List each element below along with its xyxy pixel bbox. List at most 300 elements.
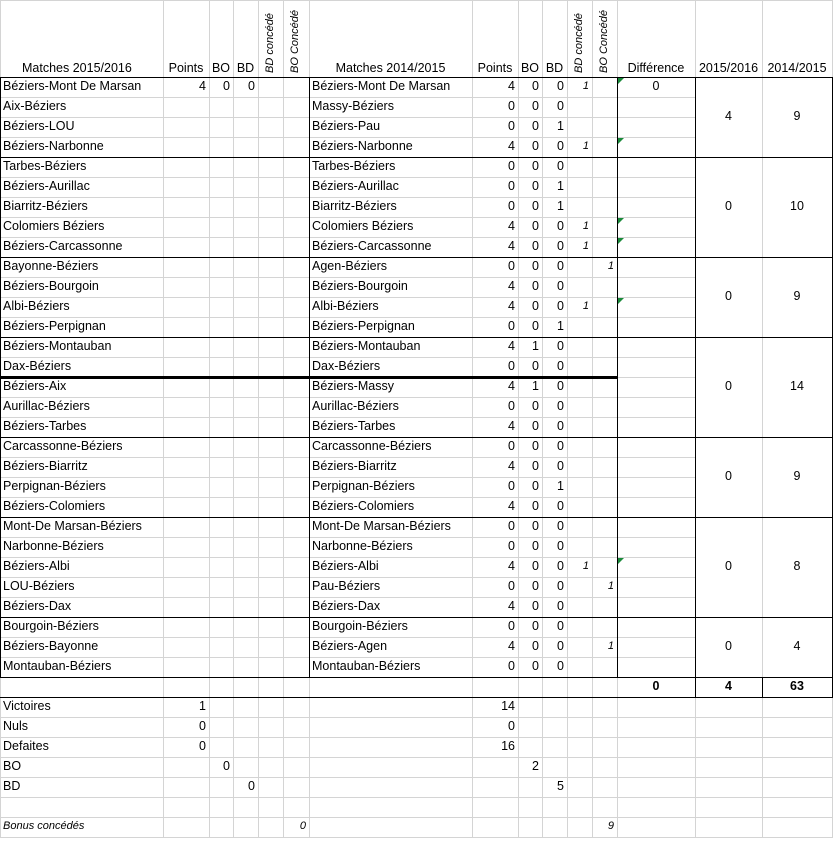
- cell-bd15[interactable]: [233, 157, 258, 177]
- cell-bd15[interactable]: [233, 217, 258, 237]
- cell-bo15[interactable]: [209, 577, 233, 597]
- cell-bo15[interactable]: [209, 217, 233, 237]
- cell-bdc14[interactable]: 1: [582, 220, 589, 232]
- cell-bd14[interactable]: 0: [557, 559, 564, 573]
- cell-bdc14[interactable]: [567, 97, 592, 117]
- cell-bd15[interactable]: [233, 557, 258, 577]
- cell-bd14[interactable]: 0: [557, 399, 564, 413]
- cell-bd15[interactable]: 0: [248, 79, 255, 93]
- cell-m14[interactable]: Colomiers Béziers: [312, 219, 414, 233]
- cell-bo14[interactable]: 0: [532, 79, 539, 93]
- cell-bd14[interactable]: 0: [557, 499, 564, 513]
- cell-bd14[interactable]: 0: [557, 539, 564, 553]
- cell-m14[interactable]: Dax-Béziers: [312, 359, 381, 373]
- cell-m14[interactable]: Narbonne-Béziers: [312, 539, 413, 553]
- cell-bo14[interactable]: 0: [532, 399, 539, 413]
- cell-m14[interactable]: Béziers-Colomiers: [312, 499, 415, 513]
- cell-boc14[interactable]: [592, 397, 617, 417]
- cell-p14[interactable]: 0: [508, 99, 515, 113]
- summary-label-bonus[interactable]: Bonus concédés: [3, 820, 85, 832]
- cell-bd14[interactable]: 0: [557, 439, 564, 453]
- cell-boc14[interactable]: [592, 597, 617, 617]
- cell-bd14[interactable]: 0: [557, 599, 564, 613]
- cell-boc14[interactable]: [592, 437, 617, 457]
- cell-bo14[interactable]: 0: [532, 519, 539, 533]
- cell-m14[interactable]: Carcassonne-Béziers: [312, 439, 432, 453]
- group-value-2014[interactable]: 9: [793, 109, 801, 123]
- cell-bd15[interactable]: [233, 497, 258, 517]
- cell-bdc14[interactable]: [567, 517, 592, 537]
- cell-bo15[interactable]: [209, 297, 233, 317]
- cell-boc14[interactable]: [592, 357, 617, 377]
- cell-p15[interactable]: [163, 177, 209, 197]
- header-bo-2014[interactable]: BO: [520, 61, 540, 75]
- cell-m15[interactable]: Béziers-Narbonne: [3, 139, 104, 153]
- cell-bd14[interactable]: 0: [557, 379, 564, 393]
- group-value-2014[interactable]: 14: [790, 379, 804, 393]
- cell-p15[interactable]: [163, 497, 209, 517]
- cell-bdc14[interactable]: [567, 417, 592, 437]
- cell-m15[interactable]: Bayonne-Béziers: [3, 259, 99, 273]
- cell-bdc14[interactable]: 1: [582, 80, 589, 92]
- cell-p15[interactable]: [163, 637, 209, 657]
- cell-boc14[interactable]: [592, 237, 617, 257]
- cell-p14[interactable]: 0: [508, 439, 515, 453]
- header-matches-2014[interactable]: Matches 2014/2015: [335, 61, 446, 75]
- cell-bd15[interactable]: [233, 457, 258, 477]
- cell-bdc14[interactable]: [567, 637, 592, 657]
- summary-label-bd[interactable]: BD: [3, 779, 21, 793]
- group-value-2015[interactable]: 0: [725, 559, 732, 573]
- cell-m15[interactable]: Mont-De Marsan-Béziers: [3, 519, 142, 533]
- cell-bo14[interactable]: 0: [532, 479, 539, 493]
- cell-bd14[interactable]: 0: [557, 219, 564, 233]
- cell-bd14[interactable]: 0: [557, 659, 564, 673]
- cell-boc14[interactable]: 1: [607, 260, 614, 272]
- cell-boc14[interactable]: [592, 117, 617, 137]
- cell-boc14[interactable]: [592, 557, 617, 577]
- summary-2015-bo[interactable]: 0: [223, 759, 230, 773]
- cell-bdc14[interactable]: [567, 437, 592, 457]
- header-bd-concede-2015[interactable]: BD concédé: [264, 13, 276, 73]
- cell-bdc14[interactable]: [567, 657, 592, 677]
- cell-boc14[interactable]: [592, 417, 617, 437]
- cell-p14[interactable]: 4: [508, 79, 515, 93]
- header-difference[interactable]: Différence: [627, 61, 685, 75]
- cell-p14[interactable]: 0: [508, 579, 515, 593]
- summary-label-bo[interactable]: BO: [3, 759, 22, 773]
- cell-m15[interactable]: Béziers-Colomiers: [3, 499, 106, 513]
- cell-bo14[interactable]: 0: [532, 179, 539, 193]
- cell-bdc14[interactable]: [567, 397, 592, 417]
- header-bo-concede-2015[interactable]: BO Concédé: [289, 10, 301, 73]
- cell-bd15[interactable]: [233, 97, 258, 117]
- cell-p15[interactable]: [163, 217, 209, 237]
- cell-bo15[interactable]: [209, 257, 233, 277]
- cell-bdc14[interactable]: [567, 537, 592, 557]
- cell-bd15[interactable]: [233, 177, 258, 197]
- cell-m15[interactable]: Béziers-Dax: [3, 599, 72, 613]
- cell-bo14[interactable]: 0: [532, 539, 539, 553]
- cell-bd14[interactable]: 0: [557, 519, 564, 533]
- cell-bd14[interactable]: 0: [557, 299, 564, 313]
- cell-boc14[interactable]: [592, 657, 617, 677]
- comment-indicator-icon[interactable]: [618, 78, 624, 84]
- cell-boc14[interactable]: [592, 457, 617, 477]
- cell-bo14[interactable]: 0: [532, 259, 539, 273]
- cell-boc14[interactable]: [592, 77, 617, 97]
- cell-p15[interactable]: [163, 457, 209, 477]
- cell-bd15[interactable]: [233, 357, 258, 377]
- group-value-2014[interactable]: 9: [793, 469, 801, 483]
- summary-2014-defaites[interactable]: 16: [501, 739, 515, 753]
- summary-2014-bonus[interactable]: 9: [607, 820, 614, 832]
- cell-bo14[interactable]: 0: [532, 639, 539, 653]
- cell-bd15[interactable]: [233, 297, 258, 317]
- cell-bo15[interactable]: [209, 557, 233, 577]
- cell-bdc14[interactable]: [567, 617, 592, 637]
- group-value-2014[interactable]: 9: [793, 289, 801, 303]
- summary-2015-bd[interactable]: 0: [248, 779, 255, 793]
- cell-p14[interactable]: 0: [508, 199, 515, 213]
- cell-boc14[interactable]: [592, 277, 617, 297]
- cell-bdc14[interactable]: [567, 377, 592, 397]
- cell-bd14[interactable]: 0: [557, 239, 564, 253]
- summary-2015-bonus[interactable]: 0: [299, 820, 306, 832]
- cell-p15[interactable]: [163, 377, 209, 397]
- summary-2014-nuls[interactable]: 0: [508, 719, 515, 733]
- cell-p14[interactable]: 4: [508, 139, 515, 153]
- cell-bd14[interactable]: 0: [557, 459, 564, 473]
- cell-bdc14[interactable]: [567, 117, 592, 137]
- cell-boc14[interactable]: [592, 497, 617, 517]
- cell-bd15[interactable]: [233, 337, 258, 357]
- cell-m15[interactable]: Béziers-Carcassonne: [3, 239, 123, 253]
- cell-bo14[interactable]: 0: [532, 459, 539, 473]
- cell-bo14[interactable]: 0: [532, 499, 539, 513]
- cell-p15[interactable]: [163, 297, 209, 317]
- cell-bdc14[interactable]: [567, 277, 592, 297]
- cell-bd14[interactable]: 0: [557, 99, 564, 113]
- cell-m14[interactable]: Tarbes-Béziers: [312, 159, 396, 173]
- cell-bo14[interactable]: 0: [532, 119, 539, 133]
- cell-p14[interactable]: 4: [508, 639, 515, 653]
- header-bd-2015[interactable]: BD: [236, 61, 255, 75]
- cell-bo14[interactable]: 0: [532, 139, 539, 153]
- cell-bo14[interactable]: 0: [532, 579, 539, 593]
- cell-m14[interactable]: Béziers-Massy: [312, 379, 394, 393]
- cell-bo14[interactable]: 0: [532, 219, 539, 233]
- cell-bo15[interactable]: [209, 157, 233, 177]
- cell-bd15[interactable]: [233, 637, 258, 657]
- cell-bo14[interactable]: 0: [532, 619, 539, 633]
- cell-p14[interactable]: 0: [508, 539, 515, 553]
- cell-bd14[interactable]: 0: [557, 79, 564, 93]
- cell-m15[interactable]: Perpignan-Béziers: [3, 479, 106, 493]
- cell-bd15[interactable]: [233, 237, 258, 257]
- cell-bd14[interactable]: 0: [557, 619, 564, 633]
- cell-p15[interactable]: [163, 197, 209, 217]
- cell-m15[interactable]: Béziers-Albi: [3, 559, 70, 573]
- cell-p15[interactable]: [163, 517, 209, 537]
- cell-bdc14[interactable]: [567, 597, 592, 617]
- cell-p14[interactable]: 4: [508, 559, 515, 573]
- cell-bd14[interactable]: 0: [557, 419, 564, 433]
- header-bo-concede-2014[interactable]: BO Concédé: [598, 10, 610, 73]
- cell-p15[interactable]: [163, 657, 209, 677]
- cell-bd14[interactable]: 0: [557, 279, 564, 293]
- header-season-2014[interactable]: 2014/2015: [767, 61, 827, 75]
- cell-p15[interactable]: [163, 337, 209, 357]
- cell-p15[interactable]: [163, 617, 209, 637]
- cell-bd14[interactable]: 1: [557, 479, 564, 493]
- cell-bdc14[interactable]: [567, 577, 592, 597]
- cell-p14[interactable]: 0: [508, 519, 515, 533]
- cell-bo14[interactable]: 0: [532, 279, 539, 293]
- cell-bo15[interactable]: [209, 657, 233, 677]
- cell-bdc14[interactable]: [567, 497, 592, 517]
- group-value-2014[interactable]: 4: [793, 639, 801, 653]
- cell-m15[interactable]: Narbonne-Béziers: [3, 539, 104, 553]
- cell-boc14[interactable]: [592, 157, 617, 177]
- cell-boc14[interactable]: [592, 477, 617, 497]
- cell-p14[interactable]: 4: [508, 599, 515, 613]
- cell-bo15[interactable]: [209, 597, 233, 617]
- cell-p15[interactable]: [163, 597, 209, 617]
- comment-indicator-icon[interactable]: [618, 558, 624, 564]
- group-value-2014[interactable]: 8: [793, 559, 801, 573]
- cell-bo15[interactable]: [209, 337, 233, 357]
- summary-label-victoires[interactable]: Victoires: [3, 699, 51, 713]
- group-value-2015[interactable]: 0: [725, 639, 732, 653]
- comment-indicator-icon[interactable]: [618, 138, 624, 144]
- cell-bd14[interactable]: 0: [557, 159, 564, 173]
- cell-m15[interactable]: Béziers-Bayonne: [3, 639, 99, 653]
- cell-bo15[interactable]: [209, 117, 233, 137]
- cell-m14[interactable]: Bourgoin-Béziers: [312, 619, 408, 633]
- cell-bd15[interactable]: [233, 397, 258, 417]
- cell-bo15[interactable]: [209, 357, 233, 377]
- cell-p14[interactable]: 0: [508, 179, 515, 193]
- cell-boc14[interactable]: [592, 217, 617, 237]
- cell-bd14[interactable]: 0: [557, 139, 564, 153]
- cell-boc14[interactable]: [592, 97, 617, 117]
- cell-bo15[interactable]: [209, 317, 233, 337]
- cell-bo15[interactable]: [209, 637, 233, 657]
- cell-bo15[interactable]: [209, 477, 233, 497]
- group-value-2014[interactable]: 10: [790, 199, 804, 213]
- cell-boc14[interactable]: [592, 317, 617, 337]
- cell-bo14[interactable]: 0: [532, 419, 539, 433]
- cell-m15[interactable]: Biarritz-Béziers: [3, 199, 88, 213]
- cell-bd15[interactable]: [233, 477, 258, 497]
- cell-bd15[interactable]: [233, 117, 258, 137]
- summary-2015-nuls[interactable]: 0: [199, 719, 206, 733]
- cell-bo15[interactable]: [209, 237, 233, 257]
- cell-p15[interactable]: [163, 417, 209, 437]
- cell-bdc14[interactable]: [567, 357, 592, 377]
- header-points-2014[interactable]: Points: [477, 61, 513, 75]
- cell-p14[interactable]: 0: [508, 359, 515, 373]
- cell-bo15[interactable]: [209, 617, 233, 637]
- cell-bdc14[interactable]: [567, 317, 592, 337]
- total-difference[interactable]: 0: [652, 679, 660, 693]
- cell-boc14[interactable]: [592, 337, 617, 357]
- cell-bo14[interactable]: 0: [532, 159, 539, 173]
- cell-m15[interactable]: LOU-Béziers: [3, 579, 75, 593]
- group-value-2015[interactable]: 4: [725, 109, 732, 123]
- cell-bo14[interactable]: 0: [532, 239, 539, 253]
- cell-m15[interactable]: Montauban-Béziers: [3, 659, 112, 673]
- cell-bo14[interactable]: 0: [532, 599, 539, 613]
- cell-p14[interactable]: 0: [508, 119, 515, 133]
- cell-bo15[interactable]: [209, 517, 233, 537]
- cell-bd15[interactable]: [233, 417, 258, 437]
- group-value-2015[interactable]: 0: [725, 469, 732, 483]
- summary-2015-victoires[interactable]: 1: [199, 699, 206, 713]
- cell-m14[interactable]: Biarritz-Béziers: [312, 199, 397, 213]
- cell-bo15[interactable]: 0: [223, 79, 230, 93]
- cell-m14[interactable]: Béziers-Agen: [312, 639, 388, 653]
- cell-bd14[interactable]: 0: [557, 639, 564, 653]
- cell-bd15[interactable]: [233, 617, 258, 637]
- cell-bd15[interactable]: [233, 597, 258, 617]
- cell-m14[interactable]: Béziers-Aurillac: [312, 179, 399, 193]
- summary-label-defaites[interactable]: Defaites: [3, 739, 49, 753]
- group-value-2015[interactable]: 0: [725, 199, 732, 213]
- cell-bo15[interactable]: [209, 377, 233, 397]
- cell-bd14[interactable]: 1: [557, 319, 564, 333]
- cell-bdc14[interactable]: [567, 257, 592, 277]
- total-2015[interactable]: 4: [725, 679, 732, 693]
- cell-m15[interactable]: Béziers-Mont De Marsan: [3, 79, 142, 93]
- cell-m15[interactable]: Bourgoin-Béziers: [3, 619, 99, 633]
- cell-p14[interactable]: 0: [508, 619, 515, 633]
- cell-m14[interactable]: Béziers-Albi: [312, 559, 379, 573]
- cell-bd14[interactable]: 0: [557, 359, 564, 373]
- cell-m14[interactable]: Albi-Béziers: [312, 299, 379, 313]
- cell-bo14[interactable]: 1: [532, 339, 539, 353]
- cell-m14[interactable]: Mont-De Marsan-Béziers: [312, 519, 451, 533]
- cell-p15[interactable]: [163, 117, 209, 137]
- cell-p15[interactable]: [163, 157, 209, 177]
- cell-boc14[interactable]: 1: [607, 580, 614, 592]
- cell-p15[interactable]: [163, 397, 209, 417]
- summary-label-nuls[interactable]: Nuls: [3, 719, 29, 733]
- cell-bo15[interactable]: [209, 197, 233, 217]
- cell-m15[interactable]: Béziers-Perpignan: [3, 319, 106, 333]
- cell-p14[interactable]: 4: [508, 299, 515, 313]
- header-bd-concede-2014[interactable]: BD concédé: [573, 13, 585, 73]
- cell-bo14[interactable]: 0: [532, 199, 539, 213]
- cell-p14[interactable]: 4: [508, 379, 515, 393]
- cell-bdc14[interactable]: [567, 177, 592, 197]
- cell-bo15[interactable]: [209, 177, 233, 197]
- cell-p14[interactable]: 0: [508, 259, 515, 273]
- summary-2015-defaites[interactable]: 0: [199, 739, 206, 753]
- total-2014[interactable]: 63: [790, 679, 804, 693]
- cell-bdc14[interactable]: [567, 337, 592, 357]
- comment-indicator-icon[interactable]: [618, 238, 624, 244]
- cell-m14[interactable]: Béziers-Montauban: [312, 339, 421, 353]
- cell-bo14[interactable]: 0: [532, 99, 539, 113]
- cell-m14[interactable]: Montauban-Béziers: [312, 659, 421, 673]
- cell-p15[interactable]: [163, 537, 209, 557]
- cell-bd14[interactable]: 1: [557, 199, 564, 213]
- cell-m14[interactable]: Pau-Béziers: [312, 579, 381, 593]
- cell-bo15[interactable]: [209, 437, 233, 457]
- cell-m15[interactable]: Dax-Béziers: [3, 359, 72, 373]
- cell-m14[interactable]: Béziers-Perpignan: [312, 319, 415, 333]
- cell-p15[interactable]: [163, 357, 209, 377]
- cell-p14[interactable]: 4: [508, 219, 515, 233]
- cell-m15[interactable]: Béziers-Tarbes: [3, 419, 87, 433]
- cell-m14[interactable]: Perpignan-Béziers: [312, 479, 415, 493]
- cell-bd15[interactable]: [233, 377, 258, 397]
- group-value-2015[interactable]: 0: [725, 289, 732, 303]
- header-points-2015[interactable]: Points: [168, 61, 204, 75]
- cell-m15[interactable]: Tarbes-Béziers: [3, 159, 87, 173]
- cell-bo14[interactable]: 0: [532, 439, 539, 453]
- cell-m15[interactable]: Béziers-LOU: [3, 119, 75, 133]
- cell-m14[interactable]: Béziers-Biarritz: [312, 459, 397, 473]
- cell-p15[interactable]: [163, 317, 209, 337]
- comment-indicator-icon[interactable]: [618, 218, 624, 224]
- cell-bd15[interactable]: [233, 437, 258, 457]
- summary-2014-bd[interactable]: 5: [557, 779, 564, 793]
- cell-bo15[interactable]: [209, 277, 233, 297]
- cell-m14[interactable]: Béziers-Mont De Marsan: [312, 79, 451, 93]
- cell-m15[interactable]: Béziers-Aurillac: [3, 179, 90, 193]
- cell-p15[interactable]: [163, 557, 209, 577]
- cell-m14[interactable]: Béziers-Tarbes: [312, 419, 396, 433]
- cell-m15[interactable]: Aurillac-Béziers: [3, 399, 90, 413]
- cell-p14[interactable]: 0: [508, 159, 515, 173]
- cell-bd15[interactable]: [233, 257, 258, 277]
- cell-m14[interactable]: Béziers-Carcassonne: [312, 239, 432, 253]
- header-matches-2015[interactable]: Matches 2015/2016: [22, 61, 132, 75]
- cell-bdc14[interactable]: 1: [582, 560, 589, 572]
- cell-bd15[interactable]: [233, 317, 258, 337]
- cell-bo15[interactable]: [209, 497, 233, 517]
- cell-bdc14[interactable]: [567, 157, 592, 177]
- cell-bd15[interactable]: [233, 137, 258, 157]
- summary-2014-bo[interactable]: 2: [532, 759, 539, 773]
- cell-difference[interactable]: 0: [652, 79, 660, 93]
- cell-m15[interactable]: Béziers-Biarritz: [3, 459, 88, 473]
- cell-bdc14[interactable]: 1: [582, 240, 589, 252]
- header-bd-2014[interactable]: BD: [545, 61, 564, 75]
- cell-bd15[interactable]: [233, 197, 258, 217]
- cell-bdc14[interactable]: 1: [582, 300, 589, 312]
- cell-m15[interactable]: Carcassonne-Béziers: [3, 439, 123, 453]
- cell-p15[interactable]: [163, 577, 209, 597]
- cell-bd15[interactable]: [233, 577, 258, 597]
- cell-p15[interactable]: [163, 97, 209, 117]
- cell-m15[interactable]: Colomiers Béziers: [3, 219, 105, 233]
- cell-m14[interactable]: Béziers-Dax: [312, 599, 381, 613]
- cell-p14[interactable]: 4: [508, 499, 515, 513]
- cell-boc14[interactable]: [592, 297, 617, 317]
- cell-p15[interactable]: [163, 257, 209, 277]
- cell-m15[interactable]: Albi-Béziers: [3, 299, 70, 313]
- cell-bd14[interactable]: 1: [557, 119, 564, 133]
- cell-bd14[interactable]: 1: [557, 179, 564, 193]
- cell-m15[interactable]: Béziers-Bourgoin: [3, 279, 99, 293]
- cell-bo14[interactable]: 0: [532, 319, 539, 333]
- comment-indicator-icon[interactable]: [618, 298, 624, 304]
- cell-bd14[interactable]: 0: [557, 579, 564, 593]
